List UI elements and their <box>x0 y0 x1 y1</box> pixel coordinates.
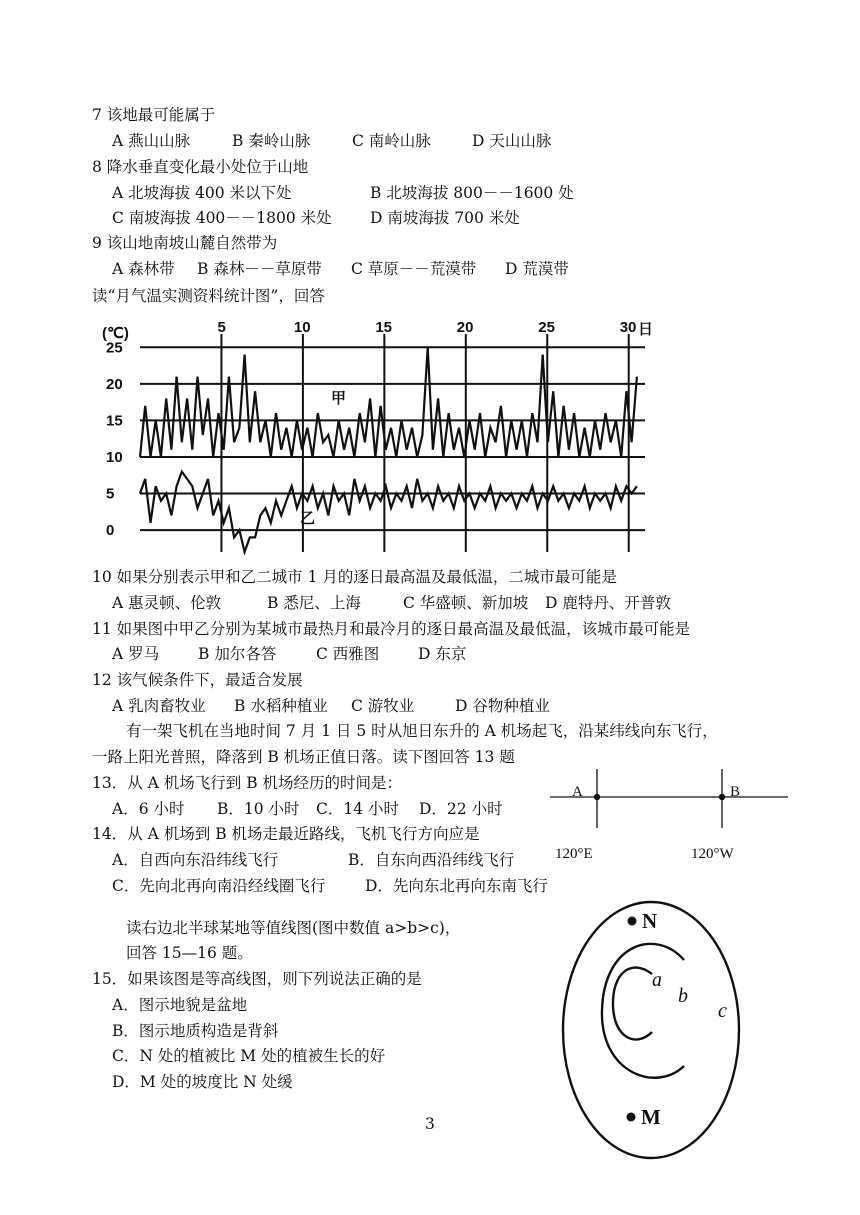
y-tick-label-10: 10 <box>106 448 123 466</box>
q14-option-d: D．先向东北再向东南飞行 <box>365 877 548 895</box>
q15-option-a: A．图示地貌是盆地 <box>112 996 248 1014</box>
y-tick-label-5: 5 <box>106 485 115 503</box>
series-line-jia <box>140 347 637 457</box>
longitude-a-label: 120°E <box>555 846 593 862</box>
q8-option-b: B 北坡海拔 800－－1600 处 <box>370 184 574 202</box>
isoline-intro-line2: 回答 15—16 题。 <box>126 944 253 962</box>
series-yi-label: 乙 <box>300 510 316 527</box>
q8-option-a: A 北坡海拔 400 米以下处 <box>112 184 292 202</box>
q14-option-c: C．先向北再向南沿经线圈飞行 <box>112 877 326 895</box>
q10-option-c: C 华盛顿、新加坡 <box>403 594 529 612</box>
page-number: 3 <box>425 1115 435 1133</box>
q9-option-b: B 森林－－草原带 <box>197 260 322 278</box>
q10-stem: 10 如果分别表示甲和乙二城市 1 月的逐日最高温及最低温，二城市最可能是 <box>92 568 617 586</box>
series-jia-label: 甲 <box>331 390 347 407</box>
label-a: a <box>652 969 662 991</box>
x-tick-label-15: 15 <box>375 319 393 336</box>
q11-option-d: D 东京 <box>418 645 467 663</box>
q10-option-a: A 惠灵顿、伦敦 <box>112 594 222 612</box>
q9-stem: 9 该山地南坡山麓自然带为 <box>92 234 278 252</box>
isoline-intro-line1: 读右边北半球某地等值线图(图中数值 a>b>c)， <box>126 919 461 937</box>
q11-option-a: A 罗马 <box>112 645 160 663</box>
q15-option-b: B．图示地质构造是背斜 <box>112 1022 279 1040</box>
chart-intro: 读“月气温实测资料统计图”，回答 <box>92 287 325 305</box>
q7-stem: 7 该地最可能属于 <box>92 106 216 124</box>
q9-option-d: D 荒漠带 <box>505 260 569 278</box>
y-tick-label-20: 20 <box>106 375 123 393</box>
q15-option-d: D．M 处的坡度比 N 处缓 <box>112 1073 293 1091</box>
q15-stem: 15．如果该图是等高线图，则下列说法正确的是 <box>92 970 422 988</box>
q14-option-b: B．自东向西沿纬线飞行 <box>348 851 515 869</box>
q15-option-c: C．N 处的植被比 M 处的植被生长的好 <box>112 1047 386 1065</box>
q11-option-b: B 加尔各答 <box>198 645 277 663</box>
q12-option-c: C 游牧业 <box>351 697 415 715</box>
q13-option-d: D．22 小时 <box>419 800 503 818</box>
chart-unit-label: (℃) <box>102 325 129 342</box>
label-b: b <box>678 985 688 1007</box>
q8-stem: 8 降水垂直变化最小处位于山地 <box>92 158 309 176</box>
q11-option-c: C 西雅图 <box>316 645 380 663</box>
q9-option-a: A 森林带 <box>112 260 175 278</box>
plane-intro-line1: 有一架飞机在当地时间 7 月 1 日 5 时从旭日东升的 A 机场起飞，沿某纬线向东飞行， <box>126 722 718 740</box>
y-tick-label-0: 0 <box>106 522 115 540</box>
q13-stem: 13．从 A 机场飞行到 B 机场经历的时间是： <box>92 774 403 792</box>
q8-option-d: D 南坡海拔 700 米处 <box>370 209 520 227</box>
point-b-dot <box>719 794 725 800</box>
point-a-dot <box>594 794 600 800</box>
series-line-yi <box>140 472 637 552</box>
point-m-dot <box>627 1113 636 1122</box>
q7-option-a: A 燕山山脉 <box>112 132 191 150</box>
label-n: N <box>642 909 658 933</box>
q7-option-d: D 天山山脉 <box>472 132 552 150</box>
q12-stem: 12 该气候条件下，最适合发展 <box>92 671 303 689</box>
contour-a <box>613 968 652 1040</box>
label-m: M <box>641 1105 661 1129</box>
point-n-dot <box>628 917 637 926</box>
q10-option-b: B 悉尼、上海 <box>267 594 361 612</box>
x-tick-label-5: 5 <box>217 319 226 336</box>
x-tick-label-25: 25 <box>538 319 555 336</box>
isoline-diagram <box>556 898 756 1168</box>
q8-option-c: C 南坡海拔 400－－1800 米处 <box>112 209 332 227</box>
chart-day-label: 日 <box>638 321 654 338</box>
y-tick-label-15: 15 <box>106 412 123 430</box>
longitude-b-label: 120°W <box>691 846 734 862</box>
q12-option-d: D 谷物种植业 <box>455 697 550 715</box>
flight-route-diagram <box>548 766 798 866</box>
x-tick-label-30: 30 <box>619 319 637 336</box>
q13-option-c: C．14 小时 <box>316 800 400 818</box>
temperature-chart <box>100 314 660 564</box>
label-c: c <box>718 1000 727 1022</box>
q13-option-a: A．6 小时 <box>112 800 185 818</box>
q7-option-c: C 南岭山脉 <box>352 132 431 150</box>
q9-option-c: C 草原－－荒漠带 <box>351 260 477 278</box>
q14-stem: 14．从 A 机场到 B 机场走最近路线，飞机飞行方向应是 <box>92 825 480 843</box>
q11-stem: 11 如果图中甲乙分别为某城市最热月和最冷月的逐日最高温及最低温，该城市最可能是 <box>92 620 691 638</box>
y-tick-label-25: 25 <box>106 339 123 357</box>
x-tick-label-10: 10 <box>293 319 311 336</box>
q10-option-d: D 鹿特丹、开普敦 <box>545 594 671 612</box>
q14-option-a: A．自西向东沿纬线飞行 <box>112 851 279 869</box>
plane-intro-line2: 一路上阳光普照，降落到 B 机场正值日落。读下图回答 13 题 <box>92 748 515 766</box>
q12-option-a: A 乳肉畜牧业 <box>112 697 206 715</box>
point-b-label: B <box>730 784 741 800</box>
q12-option-b: B 水稻种植业 <box>234 697 328 715</box>
point-a-label: A <box>572 784 583 800</box>
x-tick-label-20: 20 <box>456 319 474 336</box>
chart-series <box>140 347 637 552</box>
q7-option-b: B 秦岭山脉 <box>232 132 311 150</box>
q13-option-b: B．10 小时 <box>217 800 300 818</box>
